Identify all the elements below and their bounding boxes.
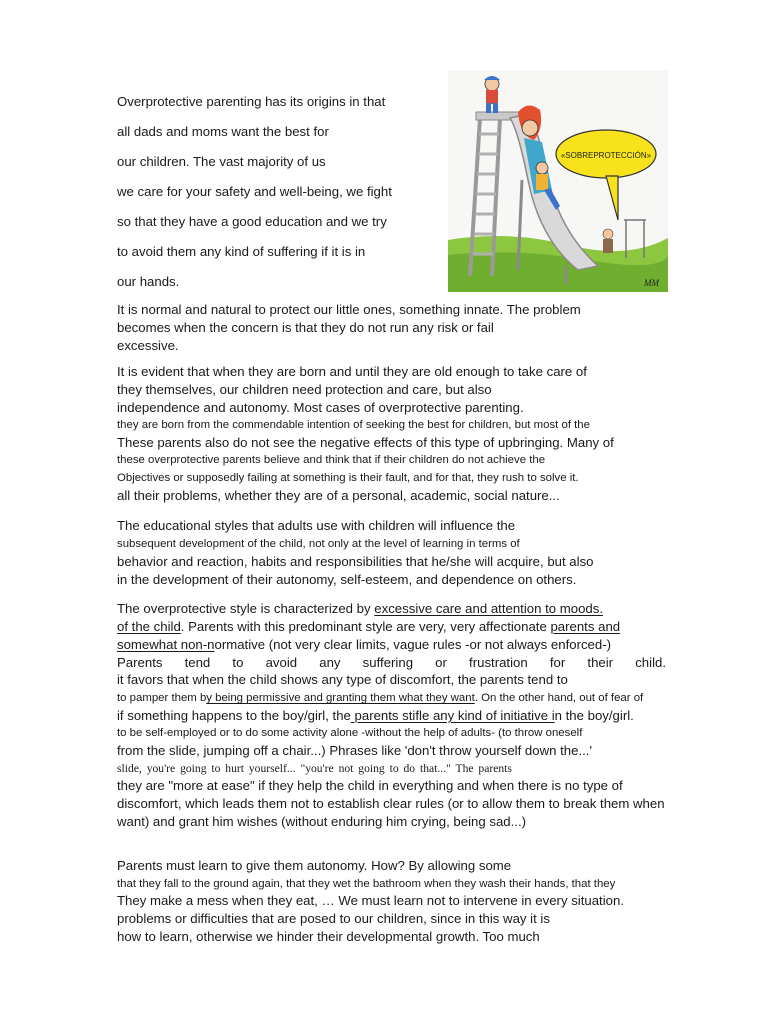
text-line: want) and grant him wishes (without enduring him crying, being sad...) <box>117 814 527 829</box>
overprotection-cartoon-illustration <box>448 70 668 292</box>
text-line: excessive. <box>117 338 179 353</box>
text-line: how to learn, otherwise we hinder their developmental growth. Too much <box>117 929 540 944</box>
text-line: independence and autonomy. Most cases of overprotective parenting. <box>117 400 524 415</box>
text-line: Parents must learn to give them autonomy. How? By allowing some <box>117 858 512 873</box>
artist-signature: MM <box>644 278 659 288</box>
text-line: Overprotective parenting has its origins in that <box>117 94 386 109</box>
text-line: it favors that when the child shows any type of discomfort, the parents tend to <box>117 672 568 687</box>
text-line: so that they have a good education and we try <box>117 214 387 229</box>
text-line: It is evident that when they are born and until they are old enough to take care of <box>117 364 587 379</box>
text-line: these overprotective parents believe and think that if their children do not achieve the <box>117 454 546 466</box>
text-line: to avoid them any kind of suffering if it is in <box>117 244 366 259</box>
underlined-text: parents stifle any kind of initiative i <box>350 708 555 723</box>
text-line: that they fall to the ground again, that they wet the bathroom when they wash their hands, that they <box>117 878 616 890</box>
underlined-text: y being permissive and granting them what they want <box>206 692 475 704</box>
text-line <box>117 619 620 635</box>
text-line: The educational styles that adults use with children will influence the <box>117 518 516 533</box>
text-line <box>117 708 634 724</box>
text-line: problems or difficulties that are posed to our children, since in this way it is <box>117 911 550 926</box>
text-line: our hands. <box>117 274 180 289</box>
text-line: subsequent development of the child, not only at the level of learning in terms of <box>117 538 520 550</box>
text-line: It is normal and natural to protect our little ones, something innate. The problem <box>117 302 581 317</box>
underlined-text: excessive care and attention to moods. <box>374 601 603 616</box>
text-line: discomfort, which leads them not to establish clear rules (or to allow them to break them when <box>117 796 665 811</box>
text-line: to be self-employed or to do some activity alone -without the help of adults- (to throw oneself <box>117 727 583 739</box>
text-line: they are "more at ease" if they help the child in everything and when there is no type of <box>117 778 623 793</box>
text-line: becomes when the concern is that they do not run any risk or fail <box>117 320 494 335</box>
text-line: Objectives or supposedly failing at something is their fault, and for that, they rush to solve it. <box>117 472 579 484</box>
text-line: all their problems, whether they are of a personal, academic, social nature... <box>117 488 560 503</box>
text-line: Parents tend to avoid any suffering or frustration for their child. <box>117 655 666 670</box>
text-line <box>117 601 603 617</box>
underlined-text: parents and <box>550 619 621 634</box>
text-line: all dads and moms want the best for <box>117 124 329 139</box>
text-line: they themselves, our children need protection and care, but also <box>117 382 492 397</box>
text-line: in the development of their autonomy, self-esteem, and dependence on others. <box>117 572 577 587</box>
text-line: from the slide, jumping off a chair...) Phrases like 'don't throw yourself down the...' <box>117 743 592 758</box>
text-run: n the boy/girl. <box>554 708 634 723</box>
text-line: They make a mess when they eat, … We must learn not to intervene in every situation. <box>117 893 624 908</box>
text-run: ormative (not very clear limits, vague rules -or not always enforced-) <box>214 637 612 652</box>
text-line <box>117 637 611 653</box>
text-line: These parents also do not see the negative effects of this type of upbringing. Many of <box>117 435 614 450</box>
speech-bubble-text: «SOBREPROTECCIÓN» <box>560 151 652 160</box>
text-run: . On the other hand, out of fear of <box>474 692 644 704</box>
text-line: slide, you're going to hurt yourself... "you're not going to do that..." The parents <box>117 762 512 775</box>
underlined-text: somewhat non-n <box>117 637 215 652</box>
text-run: to pamper them b <box>117 692 207 704</box>
text-run: The overprotective style is characterized by <box>117 601 375 616</box>
underlined-text: of the child <box>117 619 181 634</box>
text-line: our children. The vast majority of us <box>117 154 326 169</box>
text-line: we care for your safety and well-being, we fight <box>117 184 392 199</box>
text-line: they are born from the commendable intention of seeking the best for children, but most of the <box>117 419 590 431</box>
text-line <box>117 690 643 706</box>
text-run: if something happens to the boy/girl, the <box>117 708 351 723</box>
text-line: behavior and reaction, habits and responsibilities that he/she will acquire, but also <box>117 554 594 569</box>
text-run: . Parents with this predominant style are very, very affectionate <box>180 619 551 634</box>
